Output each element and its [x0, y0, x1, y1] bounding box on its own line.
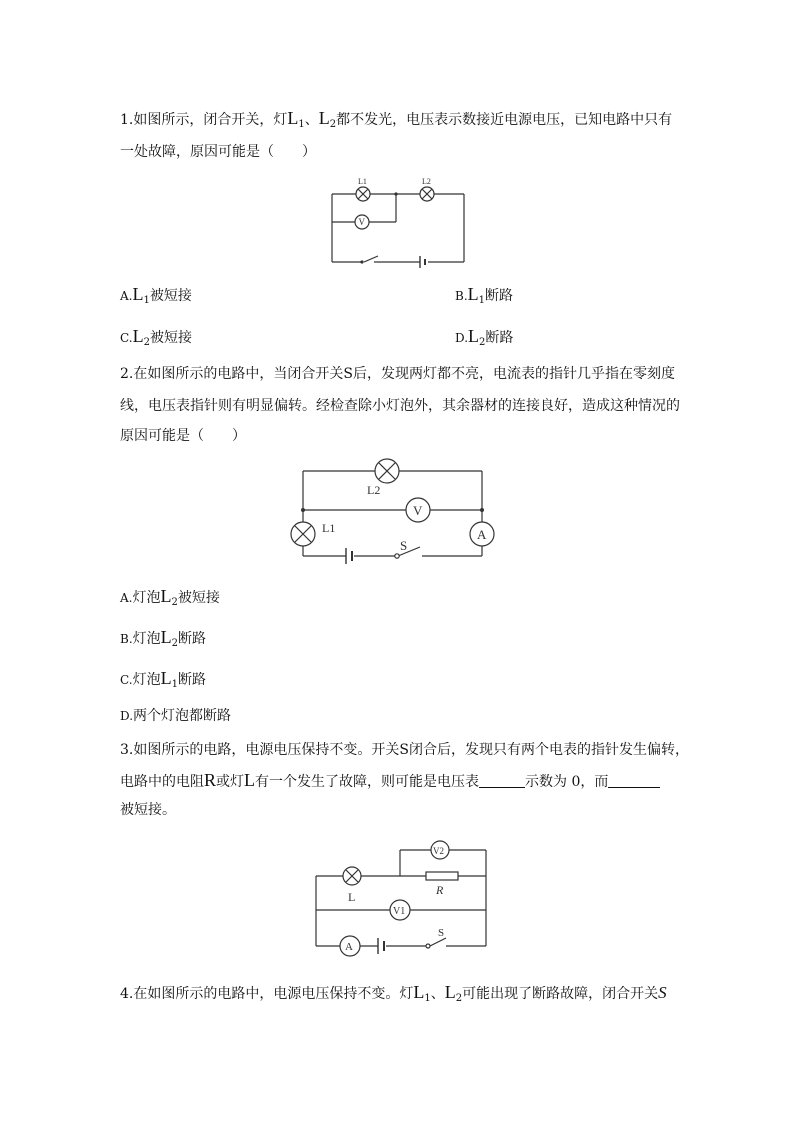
q1-voltmeter-label: V	[358, 217, 365, 227]
q3-answer-blank-2[interactable]	[608, 773, 660, 788]
q3-v1-label: V1	[393, 906, 406, 917]
q1-line-1: 1.如图所示，闭合开关，灯$L_1$、$L_2$都不发光，电压表示数接近电源电压，已知电路中只有	[120, 108, 673, 130]
q1-circuit-diagram	[328, 172, 470, 268]
q2-option-a[interactable]: A.灯泡$L_2$被短接	[120, 586, 220, 608]
q3-switch-label: S	[438, 927, 445, 939]
q1-lamp1-label: L1	[358, 177, 367, 186]
q3-resistor-label: R	[436, 883, 444, 897]
q3-line-3: 被短接。	[120, 802, 176, 818]
q3-circuit-diagram	[312, 838, 492, 962]
q2-voltmeter-label: V	[413, 503, 423, 518]
q3-ammeter-label: A	[345, 941, 353, 953]
q1-option-c[interactable]: $C.L_2$被短接	[120, 326, 192, 348]
q2-circuit-diagram	[288, 456, 496, 570]
q1-option-d[interactable]: $D.L_2$断路	[455, 326, 514, 348]
q2-option-d[interactable]: D.两个灯泡都断路	[120, 708, 232, 724]
q3-answer-blank-1[interactable]	[479, 773, 525, 788]
q3-line-2: 电路中的电阻R或灯L有一个发生了故障，则可能是电压表 示数为 0，而	[120, 770, 660, 792]
q3-line-1: 3.如图所示的电路，电源电压保持不变。开关S闭合后，发现只有两个电表的指针发生偏转，	[120, 742, 689, 758]
q2-line-2: 线，电压表指针则有明显偏转。经检查除小灯泡外，其余器材的连接良好，造成这种情况的	[120, 398, 680, 414]
q2-ammeter-label: A	[477, 527, 487, 542]
q4-line-1: 4.在如图所示的电路中，电源电压保持不变。灯$L_1$、$L_2$可能出现了断路故障，闭合开关S	[120, 982, 667, 1004]
q1-line-2: 一处故障，原因可能是（ ）	[120, 144, 316, 160]
q2-line-3: 原因可能是（ ）	[120, 428, 246, 444]
q3-lamp-label: L	[348, 890, 356, 904]
q2-switch-label: S	[400, 538, 408, 553]
q3-v2-label: V2	[433, 846, 444, 856]
q2-option-c[interactable]: C.灯泡$L_1$断路	[120, 668, 206, 690]
q2-lamp-l2-label: L2	[367, 483, 381, 497]
q1-option-b[interactable]: $B.L_1$断路	[455, 284, 514, 306]
q1-lamp2-label: L2	[422, 177, 431, 186]
q2-option-b[interactable]: B.灯泡$L_2$断路	[120, 627, 207, 649]
q2-line-1: 2.在如图所示的电路中，当闭合开关S后，发现两灯都不亮，电流表的指针几乎指在零刻度	[120, 366, 675, 382]
q1-option-a[interactable]: $A.L_1$被短接	[120, 284, 192, 306]
q2-lamp-l1-label: L1	[322, 521, 336, 535]
